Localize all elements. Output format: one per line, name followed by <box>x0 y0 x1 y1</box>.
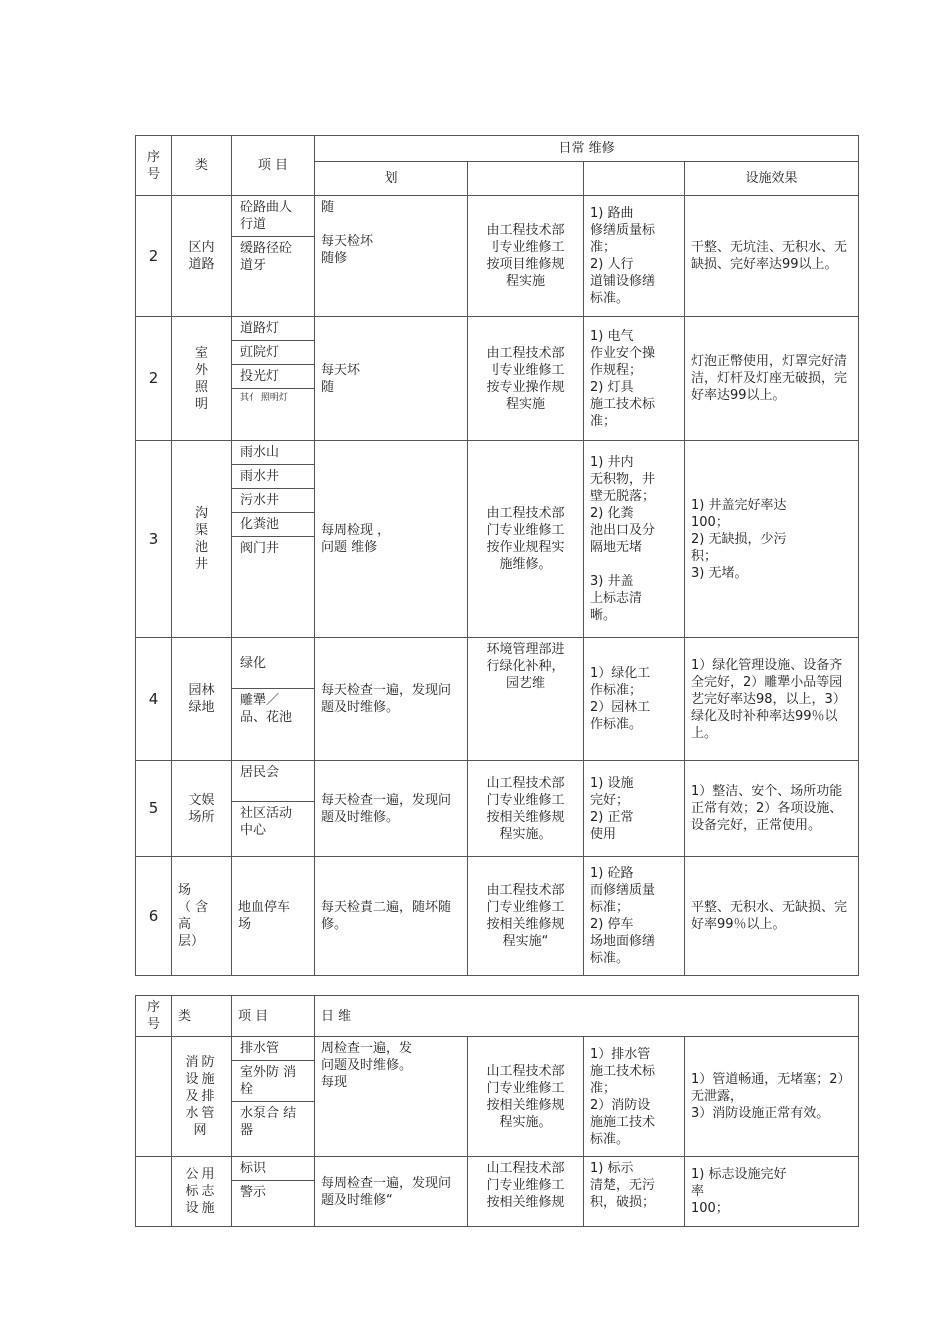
header-responsible <box>468 162 584 196</box>
row-class: 消防 设施 及排 水管 网 <box>172 1037 232 1157</box>
row-effect: 1）管道畅通，无堵塞；2）无泄露， 3）消防设施正常有效。 <box>685 1037 859 1157</box>
row-item: 砼路曲人 行道 <box>232 196 314 237</box>
row-responsible: 由工程技术部 刂专业维修工 按专业操作规 程实施 <box>468 317 584 441</box>
maintenance-table-1 <box>135 135 859 976</box>
row-items <box>232 317 315 441</box>
row-standard: 1) 设施 完好； 2) 正常 使用 <box>584 761 685 857</box>
header-class: 类 <box>172 996 232 1037</box>
row-class: 区内 道路 <box>172 196 232 317</box>
row-responsible: 山工程技术部 门专业维修工 按相关维修规 程实施。 <box>468 761 584 857</box>
row-class: 室 外 照 明 <box>172 317 232 441</box>
row-item: 排水管 <box>232 1037 314 1061</box>
row-items <box>232 761 315 857</box>
row-item: 投光灯 <box>232 365 314 389</box>
row-frequency: 每周检查一遍，发现问题及时维修“ <box>315 1157 468 1227</box>
table-row <box>136 857 859 976</box>
row-item: 缓路径砼 道牙 <box>240 241 293 273</box>
row-class: 场 （ 含 高 层） <box>172 857 232 976</box>
row-effect: 1）整洁、安个、场所功能正常有效；2）各项设施、设备完好，正常使用。 <box>685 761 859 857</box>
row-frequency: 每周检现 ， 问题 维修 <box>315 441 468 638</box>
row-items <box>232 1037 315 1157</box>
row-effect: 1) 标志设施完好 率 100； <box>685 1157 859 1227</box>
row-effect: 1）绿化管理设施、设备齐全完好，2）雕犟小品等园艺完好率达98，以上，3）绿化及时补种率达99％以上。 <box>685 638 859 761</box>
row-seq: 2 <box>136 196 172 317</box>
row-standard: 1）绿化工 作标准； 2）园林工 作标准。 <box>584 638 685 761</box>
row-standard: 1）排水管 施工技术标 准； 2）消防设 施施工技术 标准。 <box>584 1037 685 1157</box>
row-class: 公用 标志 设施 <box>172 1157 232 1227</box>
row-item: 豇院灯 <box>232 341 314 365</box>
row-items <box>232 1157 315 1227</box>
row-item: 污水井 <box>232 489 314 513</box>
row-frequency: 每天检查一遍，发现问题及时维修。 <box>315 638 468 761</box>
row-seq: 5 <box>136 761 172 857</box>
row-item: 水泵合 结 器 <box>240 1106 297 1138</box>
row-responsible: 由工程技术部 刂专业维修工 按项目维修规 程实施 <box>468 196 584 317</box>
row-effect: 平整、无积水、无缺损、完好率99％以上。 <box>685 857 859 976</box>
row-frequency: 每天坏 随 <box>315 317 468 441</box>
row-items <box>232 638 315 761</box>
row-frequency: 周检查一遍，发 问题及时维修。 每现 <box>315 1037 468 1157</box>
row-frequency: 每天检責二遍，随坏随修。 <box>315 857 468 976</box>
row-item: 居民会 <box>232 761 314 802</box>
header-daily-maintenance: 日常 维修 <box>315 136 859 162</box>
row-item: 地血停车 场 <box>232 857 315 976</box>
table-row <box>136 761 859 857</box>
row-item: 其亻 照明灯 <box>240 393 288 403</box>
table-row <box>136 638 859 761</box>
row-seq: 4 <box>136 638 172 761</box>
row-seq <box>136 1157 172 1227</box>
table-row <box>136 1157 859 1227</box>
header-effect: 设施效果 <box>685 162 859 196</box>
row-seq <box>136 1037 172 1157</box>
row-item: 雨水山 <box>232 441 314 465</box>
row-standard: 1) 井内 无积物，井 壁无脱落； 2) 化粪 池出口及分 隔地无堵 3) 井盖 上标志清 晰。 <box>584 441 685 638</box>
row-responsible: 由工程技术部 门专业维修工 按作业规程实 施维修。 <box>468 441 584 638</box>
row-seq: 3 <box>136 441 172 638</box>
header-daily-maintenance: 日 维 <box>315 996 859 1037</box>
header-class: 类 <box>172 136 232 196</box>
row-responsible: 由工程技术部 门专业维修工 按相关维修规 程实施“ <box>468 857 584 976</box>
row-class: 园林 绿地 <box>172 638 232 761</box>
header-seq: 序 号 <box>136 136 172 196</box>
row-seq: 2 <box>136 317 172 441</box>
row-responsible: 环境管理部进 行绿化补种， 园艺维 <box>468 638 584 761</box>
row-items <box>232 196 315 317</box>
header-item: 项 目 <box>232 996 315 1037</box>
row-frequency: 随 每天检坏 随修 <box>315 196 468 317</box>
row-responsible: 山工程技术部 门专业维修工 按相关维修规 程实施。 <box>468 1037 584 1157</box>
row-item: 室外防 消 栓 <box>232 1061 314 1102</box>
row-items <box>232 441 315 638</box>
table-row <box>136 1037 859 1157</box>
row-seq: 6 <box>136 857 172 976</box>
row-standard: 1) 路曲 修缮质量标 准； 2) 人行 道铺设修缮 标准。 <box>584 196 685 317</box>
row-effect: 1) 井盖完好率达 100； 2) 无缺损，少污 积； 3) 无堵。 <box>685 441 859 638</box>
row-standard: 1) 标示 清楚，无污 积，破损； <box>584 1157 685 1227</box>
row-frequency: 每天检查一遍，发现问题及时维修。 <box>315 761 468 857</box>
header-plan: 划 <box>315 162 468 196</box>
maintenance-table-2 <box>135 995 859 1227</box>
row-standard: 1) 砼路 而修缮质量 标准； 2) 停车 场地面修缮 标准。 <box>584 857 685 976</box>
row-item: 阀门井 <box>240 541 280 556</box>
row-class: 沟 渠 池 井 <box>172 441 232 638</box>
row-item: 绿化 <box>232 638 314 689</box>
row-effect: 干整、无坑洼、无积水、无缺损、完好率达99以上。 <box>685 196 859 317</box>
row-item: 警示 <box>240 1185 267 1200</box>
row-item: 雕犟／ 品、花池 <box>240 693 293 725</box>
row-item: 化粪池 <box>232 513 314 537</box>
table-row <box>136 441 859 638</box>
table-row <box>136 317 859 441</box>
header-item: 项 目 <box>232 136 315 196</box>
row-item: 标识 <box>232 1157 314 1181</box>
row-item: 社区活动 中心 <box>240 806 293 838</box>
header-seq: 序 号 <box>136 996 172 1037</box>
table-row <box>136 196 859 317</box>
row-class: 文娱 场所 <box>172 761 232 857</box>
row-item: 道路灯 <box>232 317 314 341</box>
header-standard <box>584 162 685 196</box>
row-standard: 1) 电气 作业安个操 作规程； 2) 灯具 施工技术标 准； <box>584 317 685 441</box>
row-responsible: 山工程技术部 门专业维修工 按相关维修规 <box>468 1157 584 1227</box>
row-effect: 灯泡正幣使用，灯罩完好清洁，灯杆及灯座无破损，完好率达99以上。 <box>685 317 859 441</box>
row-item: 雨水井 <box>232 465 314 489</box>
